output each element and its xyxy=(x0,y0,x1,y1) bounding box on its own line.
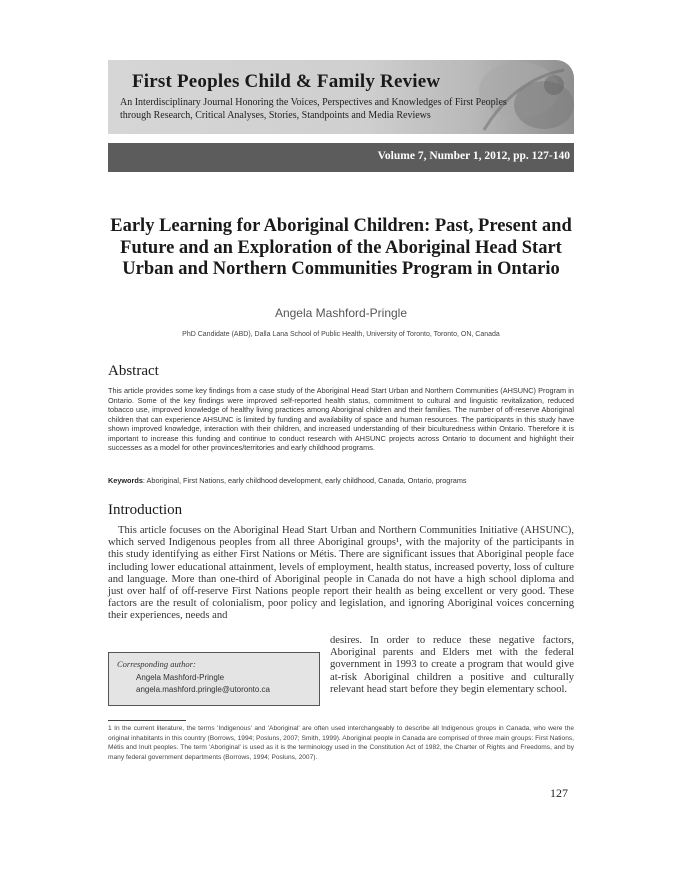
journal-banner xyxy=(108,60,574,134)
volume-bar xyxy=(108,143,574,172)
footnote-divider xyxy=(108,720,186,721)
journal-subtitle-line: through Research, Critical Analyses, Stories, Standpoints and Media Reviews xyxy=(120,110,431,121)
abstract-body: This article provides some key findings from a case study of the Aboriginal Head Start Urban and Northern Communities (AHSUNC) Program in Ontario. Some of the key findings were improved self-reported health status, commitment to cultural and linguistic revitalization, reduced tobacco use, improved knowledge of healthy living practices among Aboriginal children and their families. The number of off-reserve Aboriginal children that can experience AHSUNC is limited by funding and availability of space and human resources. The participants in this study have shown improved knowledge, interaction with their children, and increased understanding of their biculturedness within Ontario. Therefore it is important to increase this funding and continue to conduct research with AHSUNC projects across Ontario to document and highlight their successes as a model for other provinces/territories and early childhood programs. xyxy=(108,386,574,452)
author-affiliation: PhD Candidate (ABD), Dalla Lana School of Public Health, University of Toronto, Toronto, ON, Canada xyxy=(182,331,500,338)
corresponding-author-box xyxy=(108,652,320,706)
keywords-label: Keywords xyxy=(108,476,143,485)
journal-subtitle-line: An Interdisciplinary Journal Honoring the Voices, Perspectives and Knowledges of First Peoples xyxy=(120,97,507,108)
corresponding-email: angela.mashford.pringle@utoronto.ca xyxy=(136,685,270,694)
author-name: Angela Mashford-Pringle xyxy=(274,306,408,320)
abstract-heading: Abstract xyxy=(108,363,159,379)
corresponding-name: Angela Mashford-Pringle xyxy=(136,673,225,682)
page-number: 127 xyxy=(550,786,568,800)
introduction-paragraph-continued: desires. In order to reduce these negative factors, Aboriginal parents and Elders met with the federal government in 1993 to create a program that would give at-risk Aboriginal children a positive and culturally relevant head start before they begin elementary school. xyxy=(330,635,574,695)
article-title: Early Learning for Aboriginal Children: Past, Present and Future and an Exploration of the Aboriginal Head Start Urban and Northern Communities Program in Ontario xyxy=(110,216,572,279)
introduction-paragraph: This article focuses on the Aboriginal Head Start Urban and Northern Communities Initiative (AHSUNC), which served Indigenous peoples from all three Aboriginal groups¹, with the majority of the participants in this study identifying as either First Nations or Métis. There are significant issues that Aboriginal people face including lower educational attainment, levels of employment, health status, increased poverty, loss of culture and language. More than one-third of Aboriginal people in Canada do not have a high school diploma and just over half of off-reserve First Nations people report their health as being excellent or very good. These factors are the result of colonialism, poor policy and legislation, and ignoring Aboriginal voices concerning their experiences, needs and xyxy=(108,525,574,622)
journal-title: First Peoples Child & Family Review xyxy=(132,71,441,92)
volume-info: Volume 7, Number 1, 2012, pp. 127-140 xyxy=(377,150,570,162)
introduction-heading: Introduction xyxy=(108,502,183,518)
footnote: 1 In the current literature, the terms 'Indigenous' and 'Aboriginal' are often used interchangeably to describe all Indigenous groups in Canada, who were the original inhabitants in this country (Borrows, 1994; Posluns, 2007; Smith, 1999). Aboriginal people in Canada are comprised of three main groups: First Nations, Métis and Inuit peoples. The term 'Aboriginal' is used as it is the terminology used in the Constitution Act of 1982, the Charter of Rights and Freedoms, and by many federal government departments (Borrows, 1994; Posluns, 2007). xyxy=(108,725,574,761)
keywords xyxy=(108,476,574,486)
corresponding-label: Corresponding author: xyxy=(117,659,196,669)
keywords-list: : Aboriginal, First Nations, early childhood development, early childhood, Canada, Ontario, programs xyxy=(142,476,467,485)
journal-subtitle xyxy=(120,96,507,122)
